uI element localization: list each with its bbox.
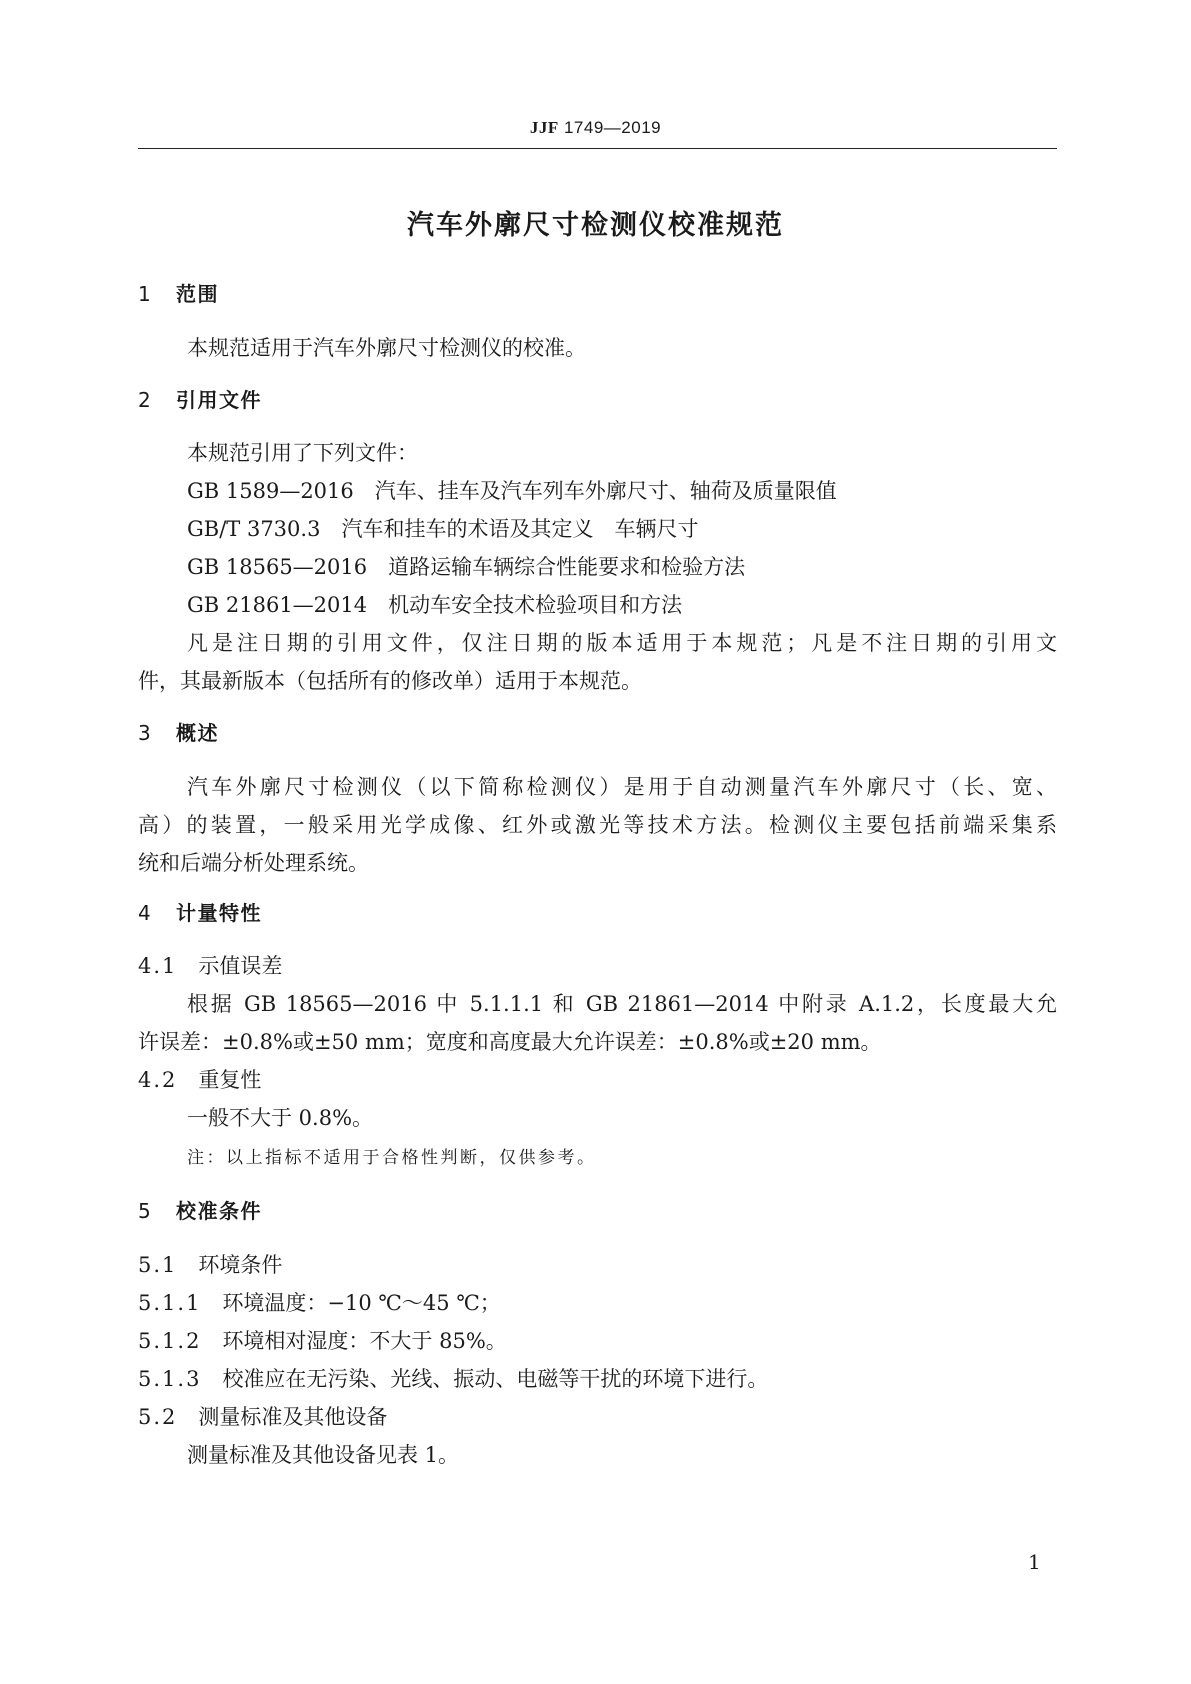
standard-code bbox=[0, 118, 1191, 138]
standard-code-prefix: JJF bbox=[529, 118, 559, 137]
overview-line-3: 统和后端分析处理系统。 bbox=[138, 851, 369, 875]
section-1-heading bbox=[138, 279, 219, 309]
references-note-line-1: 凡是注日期的引用文件，仅注日期的版本适用于本规范；凡是不注日期的引用文 bbox=[187, 631, 1057, 655]
subsection-title: 示值误差 bbox=[198, 954, 283, 978]
item-number: 5.1.1 bbox=[138, 1291, 202, 1315]
subsection-title: 环境条件 bbox=[198, 1253, 283, 1277]
subsection-4-1-heading bbox=[138, 951, 282, 981]
section-4-heading bbox=[138, 898, 262, 928]
reference-item: GB/T 3730.3 汽车和挂车的术语及其定义 车辆尺寸 bbox=[187, 517, 699, 541]
references-note-line-2: 件，其最新版本（包括所有的修改单）适用于本规范。 bbox=[138, 669, 642, 693]
reference-item: GB 21861—2014 机动车安全技术检验项目和方法 bbox=[187, 593, 683, 617]
overview-line-2: 高）的装置，一般采用光学成像、红外或激光等技术方法。检测仪主要包括前端采集系 bbox=[138, 813, 1057, 837]
document-title: 汽车外廓尺寸检测仪校准规范 bbox=[407, 210, 784, 241]
section-1-paragraph: 本规范适用于汽车外廓尺寸检测仪的校准。 bbox=[187, 336, 586, 360]
item-text: 环境相对湿度：不大于 85%。 bbox=[222, 1329, 507, 1353]
section-number: 3 bbox=[138, 721, 153, 745]
item-text: 环境温度：−10 ℃～45 ℃； bbox=[222, 1291, 501, 1315]
subsection-title: 重复性 bbox=[198, 1068, 262, 1092]
section-title: 校准条件 bbox=[176, 1199, 262, 1223]
subsection-number: 4.1 bbox=[138, 954, 178, 978]
section-title: 计量特性 bbox=[176, 901, 262, 925]
section-3-heading bbox=[138, 718, 219, 748]
subsection-title: 测量标准及其他设备 bbox=[198, 1405, 388, 1429]
reference-item: GB 18565—2016 道路运输车辆综合性能要求和检验方法 bbox=[187, 555, 746, 579]
error-limit-line-2: 许误差：±0.8%或±50 mm；宽度和高度最大允许误差：±0.8%或±20 mm。 bbox=[138, 1030, 882, 1054]
references-intro: 本规范引用了下列文件： bbox=[187, 441, 418, 465]
condition-item-interference bbox=[138, 1364, 768, 1394]
section-title: 范围 bbox=[176, 282, 219, 306]
item-number: 5.1.3 bbox=[138, 1367, 202, 1391]
subsection-5-2-heading bbox=[138, 1402, 387, 1432]
section-number: 2 bbox=[138, 388, 153, 412]
page-number: 1 bbox=[1028, 1550, 1041, 1574]
subsection-number: 5.1 bbox=[138, 1253, 178, 1277]
subsection-number: 5.2 bbox=[138, 1405, 178, 1429]
section-number: 1 bbox=[138, 282, 153, 306]
overview-line-1: 汽车外廓尺寸检测仪（以下简称检测仪）是用于自动测量汽车外廓尺寸（长、宽、 bbox=[187, 775, 1057, 799]
section-2-heading bbox=[138, 385, 262, 415]
section-number: 5 bbox=[138, 1199, 153, 1223]
standard-code-number: 1749—2019 bbox=[558, 118, 662, 137]
section-5-heading bbox=[138, 1196, 262, 1226]
reference-item: GB 1589—2016 汽车、挂车及汽车列车外廓尺寸、轴荷及质量限值 bbox=[187, 479, 837, 503]
header-divider bbox=[138, 148, 1057, 149]
condition-item-temperature bbox=[138, 1288, 501, 1318]
item-number: 5.1.2 bbox=[138, 1329, 202, 1353]
section-4-note: 注：以上指标不适用于合格性判断，仅供参考。 bbox=[187, 1148, 597, 1168]
item-text: 校准应在无污染、光线、振动、电磁等干扰的环境下进行。 bbox=[222, 1367, 769, 1391]
subsection-5-1-heading bbox=[138, 1250, 282, 1280]
section-number: 4 bbox=[138, 901, 153, 925]
repeatability-text: 一般不大于 0.8%。 bbox=[187, 1106, 374, 1130]
subsection-4-2-heading bbox=[138, 1065, 261, 1095]
section-title: 概述 bbox=[176, 721, 219, 745]
section-title: 引用文件 bbox=[176, 388, 262, 412]
subsection-number: 4.2 bbox=[138, 1068, 178, 1092]
condition-item-humidity bbox=[138, 1326, 507, 1356]
error-limit-line-1: 根据 GB 18565—2016 中 5.1.1.1 和 GB 21861—2014 中附录 A.1.2，长度最大允 bbox=[187, 992, 1057, 1016]
equipment-reference-text: 测量标准及其他设备见表 1。 bbox=[187, 1443, 460, 1467]
